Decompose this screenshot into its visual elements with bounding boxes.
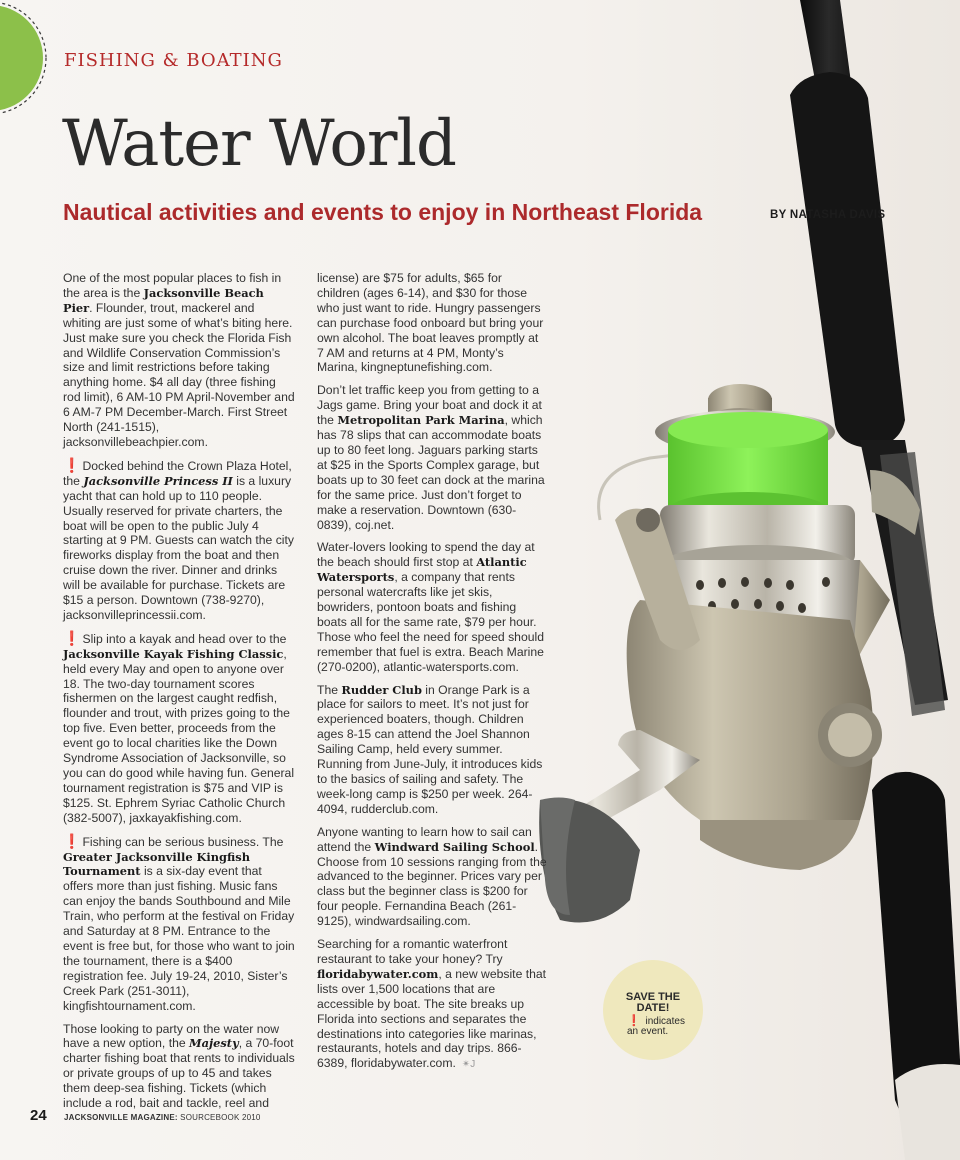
venue-name: Jacksonville Kayak Fishing Classic [63,646,284,661]
paragraph-text: , a company that rents personal watercrafts like jet skis, bowriders, pontoon boats and fishing boats all for the same rate, $79 per hour. Those who feel the need for speed should remember that fuel is extra. Beach Marine (270-0200), atlantic-watersports.com. [317,570,544,674]
article-paragraph [317,271,547,375]
paragraph-text: Those looking to party on the water now have a new option, the [63,1021,280,1051]
article-paragraph [317,383,547,532]
paragraph-text: Water-lovers looking to spend the day at the beach should first stop at [317,540,535,570]
badge-text [627,1016,697,1037]
article-paragraph [63,1022,295,1111]
article-paragraph [317,937,547,1073]
paragraph-text: Docked behind the Crown Plaza Hotel, the [63,458,292,488]
paragraph-text: license) are $75 for adults, $65 for children (ages 6-14), and $30 for those who just want to ride. Hungry passengers can purchase food onboard but bring your own alcohol. The boat leaves promptly at 7 AM and returns at 4 PM, Monty’s Marina, kingneptunefishing.com. [317,271,544,375]
article-paragraph [63,458,295,623]
boat-name: Jacksonville Princess II [83,473,233,488]
paragraph-text: The [317,682,342,697]
badge-title [603,992,703,1014]
exclamation-icon: ❗ [63,456,81,473]
venue-name: Atlantic Watersports [317,555,527,585]
article-column-2 [317,271,547,1081]
article-column-1 [63,271,295,1119]
article-paragraph [317,683,547,817]
paragraph-text: Slip into a kayak and head over to the [82,631,287,646]
footer-colon: : [174,1113,181,1122]
venue-name: Windward Sailing School [374,839,535,854]
badge-title-line2: DATE! [636,1002,670,1014]
paragraph-text: , a 70-foot charter fishing boat that rents to individuals or private groups of up to 45 and takes them deep-sea fishing. Tickets (which include a rod, bait and tackle, reel and [63,1036,295,1111]
paragraph-text: is a six-day event that offers more than just fishing. Music fans can enjoy the bands Southbound and Mile Train, who perform at the festival on Friday and Saturday at 8 PM. Entrance to the event is free but, for those who want to join the tournament, there is a $400 registration fee. July 19-24, 2010, Sister’s Creek Park (251-3011), kingfishtournament.com. [63,864,295,1013]
paragraph-text: is a luxury yacht that can hold up to 110 people. Usually reserved for private charters, the boat will be open to the public July 4 starting at 9 PM. Guests can watch the city fireworks display from the boat and then cruise down the river. Dinner and drinks will be available for purchase. Tickets are $15 a person. Downtown (738-9270), jacksonvilleprincessii.com. [63,473,294,622]
paragraph-text: , a new website that lists over 1,500 locations that are accessible by boat. The site breaks up Florida into sections and separates the destinations into categories like marinas, restaurants, hotels and day trips. 866-6389, floridabywater.com. [317,966,547,1071]
article-paragraph [63,271,295,450]
paragraph-text: , held every May and open to anyone over 18. The two-day tournament scores fishermen on the largest caught redfish, flounder and trout, with prizes going to the top five. Even better, proceeds from the event go to local charities like the Down Syndrome Association of Jacksonville, so you can do good while having fun. General tournament registration is $75 and VIP is $125. St. Ephrem Syriac Catholic Church (382-5007), jaxkayakfishing.com. [63,646,295,825]
article-paragraph [63,631,295,826]
paragraph-text: Anyone wanting to learn how to sail can attend the [317,824,532,854]
paragraph-text: Fishing can be serious business. The [82,834,284,849]
exclamation-icon: ❗ [627,1015,641,1027]
venue-name: Rudder Club [341,682,422,697]
page-subtitle: Nautical activities and events to enjoy in Northeast Florida [63,199,703,225]
venue-name: Metropolitan Park Marina [337,413,505,428]
magazine-name: JACKSONVILLE MAGAZINE [64,1113,175,1122]
section-label: FISHING & BOATING [64,50,283,71]
paragraph-text: , which has 78 slips that can accommodate boats up to 80 feet long. Jaguars parking starts at $25 in the Sports Complex garage, but boats up to 30 feet can dock at the marina for the same price. Just don’t forget to make a reservation. Downtown (630-0839), coj.net. [317,413,545,532]
badge-description: indicates an event. [627,1016,685,1037]
end-mark: ✴J [461,1059,476,1071]
article-paragraph [317,825,547,929]
paragraph-text: . Flounder, trout, mackerel and whiting are just some of what’s biting here. Just make sure you check the Florida Fish and Wildlife Conservation Commission’s size and limit restrictions before taking anything home. $4 all day (three fishing rod limit), 6 AM-10 PM April-November and 6 AM-7 PM December-March. First Street North (241-1515), jacksonvillebeachpier.com. [63,300,295,449]
byline: BY NATASHA DAVIS [770,209,886,221]
magazine-footer [64,1113,261,1122]
article-paragraph [63,834,295,1014]
issue-name: SOURCEBOOK 2010 [180,1113,261,1122]
venue-name: Greater Jacksonville Kingfish Tournament [63,849,250,879]
page-title: Water World [62,107,456,181]
venue-name: floridabywater.com [317,966,439,981]
badge-title-line1: SAVE THE [625,991,681,1003]
exclamation-icon: ❗ [63,629,81,646]
article-paragraph [317,540,547,674]
save-the-date-badge [603,960,703,1060]
boat-name: Majesty [189,1036,239,1051]
paragraph-text: Searching for a romantic waterfront restaurant to take your honey? Try [317,937,508,966]
paragraph-text: . Choose from 10 sessions ranging from the advanced to the beginner. Prices vary per class but the beginner class is $200 for four people. Fernandina Beach (261-9125), windwardsailing.com. [317,839,547,929]
paragraph-text: Don’t let traffic keep you from getting to a Jags game. Bring your boat and dock it at the [317,383,542,428]
venue-name: Jacksonville Beach Pier [63,285,264,315]
page-number: 24 [30,1107,47,1124]
paragraph-text: One of the most popular places to fish in the area is the [63,271,282,300]
paragraph-text: in Orange Park is a place for sailors to meet. It’s not just for experienced boaters, though. Children ages 8-15 can attend the Joel Shannon Sailing Camp, held every summer. Running from June-July, it introduces kids to the basics of sailing and safety. The week-long camp is $250 per week. 264-4094, rudderclub.com. [317,682,543,816]
exclamation-icon: ❗ [63,832,81,849]
